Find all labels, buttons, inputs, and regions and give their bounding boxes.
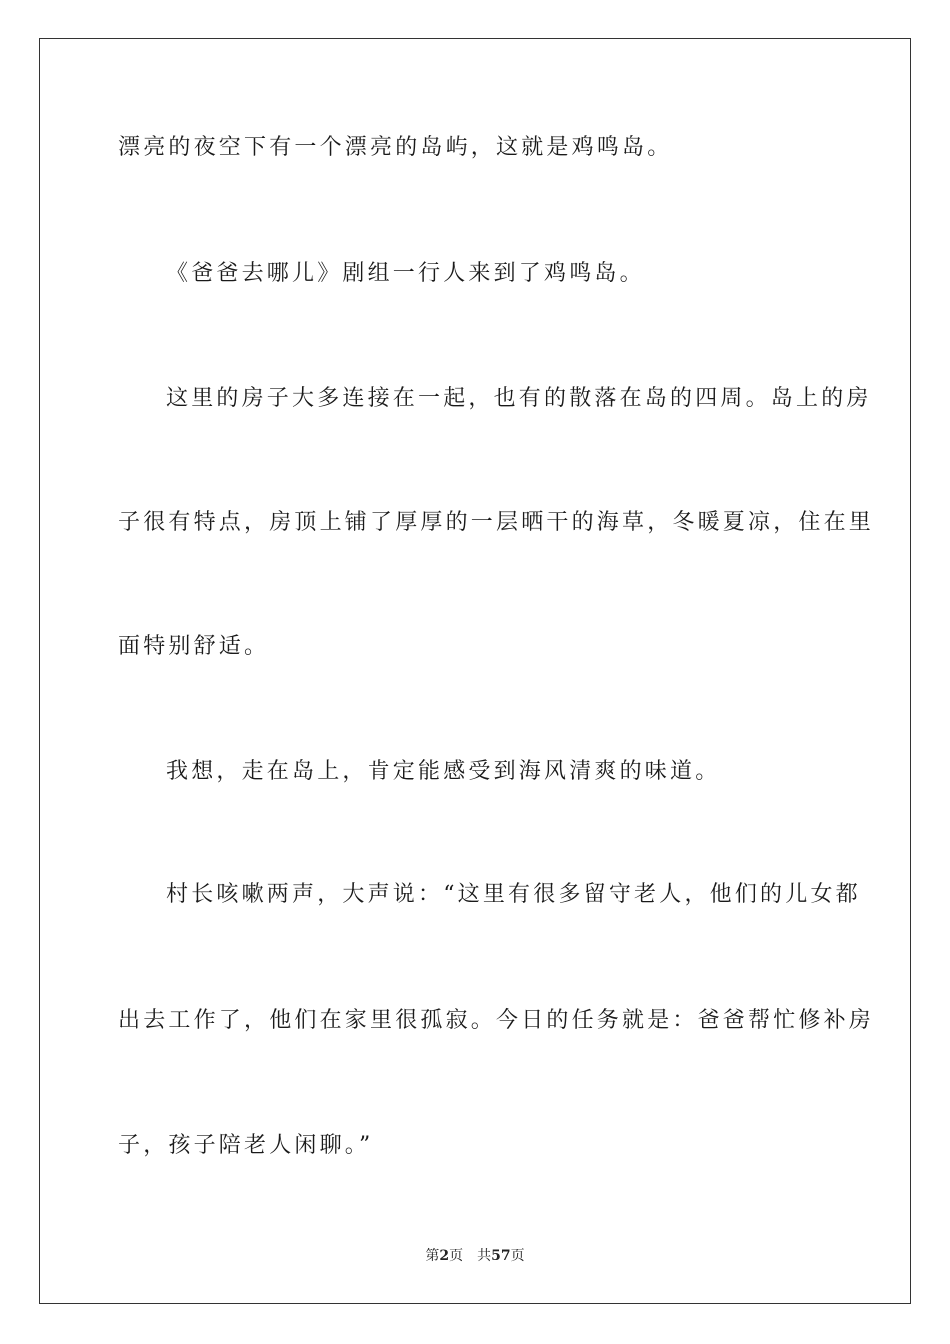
text-line-4: 子很有特点，房顶上铺了厚厚的一层晒干的海草，冬暖夏凉，住在里 (118, 510, 875, 535)
text-line-5: 面特别舒适。 (118, 634, 270, 659)
footer-prefix: 第 (425, 1248, 440, 1264)
footer-total-suffix: 页 (510, 1248, 525, 1264)
text-line-6: 我想，走在岛上，肯定能感受到海风清爽的味道。 (166, 759, 721, 784)
text-line-1: 漂亮的夜空下有一个漂亮的岛屿，这就是鸡鸣岛。 (118, 135, 673, 160)
text-line-8: 出去工作了，他们在家里很孤寂。今日的任务就是：爸爸帮忙修补房 (118, 1008, 875, 1033)
current-page-number: 2 (439, 1248, 450, 1264)
page-border (39, 38, 911, 1304)
total-pages-number: 57 (491, 1248, 511, 1264)
text-line-3: 这里的房子大多连接在一起，也有的散落在岛的四周。岛上的房 (166, 386, 872, 411)
text-line-9: 子，孩子陪老人闲聊。” (118, 1133, 374, 1158)
text-line-7: 村长咳嗽两声，大声说：“这里有很多留守老人，他们的儿女都 (166, 882, 861, 907)
footer-page-suffix: 页 (449, 1248, 464, 1264)
footer-total-prefix: 共 (477, 1248, 492, 1264)
page-footer (0, 1246, 950, 1266)
text-line-2: 《爸爸去哪儿》剧组一行人来到了鸡鸣岛。 (166, 261, 645, 286)
